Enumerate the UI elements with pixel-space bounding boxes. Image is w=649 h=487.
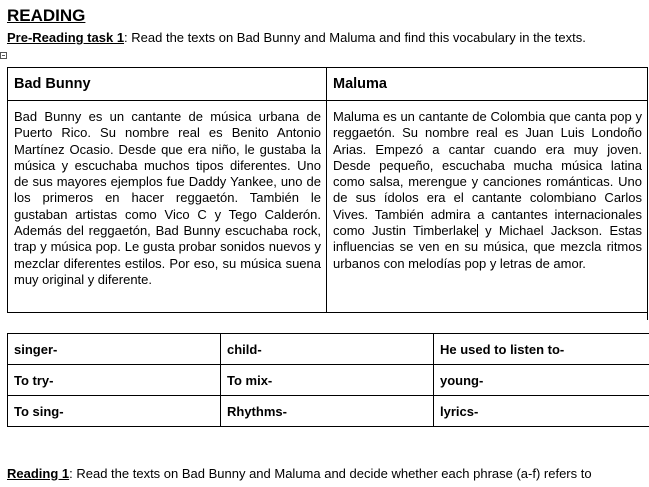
maluma-text-part-2: y Michael Jackson. Estas influencias se ven en su música, que mezcla ritmos urbanos con melodías pop y letras de amor.	[333, 223, 642, 271]
vocab-cell: singer-	[8, 334, 221, 365]
texts-table	[7, 67, 648, 313]
maluma-text	[327, 101, 648, 313]
vocab-cell: child-	[221, 334, 434, 365]
reading-1-text: : Read the texts on Bad Bunny and Maluma and decide whether each phrase (a-f) refers to	[69, 466, 592, 481]
vocabulary-row	[8, 334, 649, 365]
reading-1-instruction	[7, 465, 592, 482]
vocabulary-table	[7, 333, 649, 427]
pre-reading-instruction	[7, 29, 586, 46]
bad-bunny-text: Bad Bunny es un cantante de música urbana de Puerto Rico. Su nombre real es Benito Antonio Martínez Ocasio. Desde que era niño, le gustaba la música y escuchaba muchos tipos diferentes. Uno de sus mayores ejemplos fue Daddy Yankee, uno de los primeros en hacer reggaetón. También le gustaban artistas como Vico C y Tego Calderón. Además del reggaetón, Bad Bunny escuchaba rock, trap y música pop. Le gusta probar sonidos nuevos y mezclar diferentes estilos. Por eso, su música suena muy original y diferente.	[8, 101, 327, 313]
table-edge-mark	[647, 312, 648, 320]
bad-bunny-title: Bad Bunny	[8, 68, 327, 101]
reading-1-label: Reading 1	[7, 466, 70, 481]
vocabulary-row	[8, 396, 649, 427]
maluma-text-part-1: Maluma es un cantante de Colombia que canta pop y reggaetón. Su nombre real es Juan Luis Londoño Arias. Empezó a cantar cuando era muy joven. Desde pequeño, escuchaba mucha música latina como salsa, merengue y canciones románticas. Uno de sus ídolos era el cantante colombiano Carlos Vives. También admira a cantantes internacionales como Justin Timberlake	[333, 109, 642, 239]
pre-reading-label: Pre-Reading task 1	[7, 30, 125, 45]
maluma-title: Maluma	[327, 68, 648, 101]
vocab-cell: To try-	[8, 365, 221, 396]
pre-reading-text: : Read the texts on Bad Bunny and Maluma and find this vocabulary in the texts.	[124, 30, 586, 45]
page-heading: READING	[7, 6, 86, 25]
vocab-cell: He used to listen to-	[434, 334, 649, 365]
vocab-cell: lyrics-	[434, 396, 649, 427]
vocab-cell: Rhythms-	[221, 396, 434, 427]
vocab-cell: young-	[434, 365, 649, 396]
vocabulary-row	[8, 365, 649, 396]
vocab-cell: To mix-	[221, 365, 434, 396]
vocab-cell: To sing-	[8, 396, 221, 427]
texts-table-header-row	[8, 68, 648, 101]
texts-table-body-row	[8, 101, 648, 313]
table-move-handle-icon[interactable]	[0, 52, 7, 59]
